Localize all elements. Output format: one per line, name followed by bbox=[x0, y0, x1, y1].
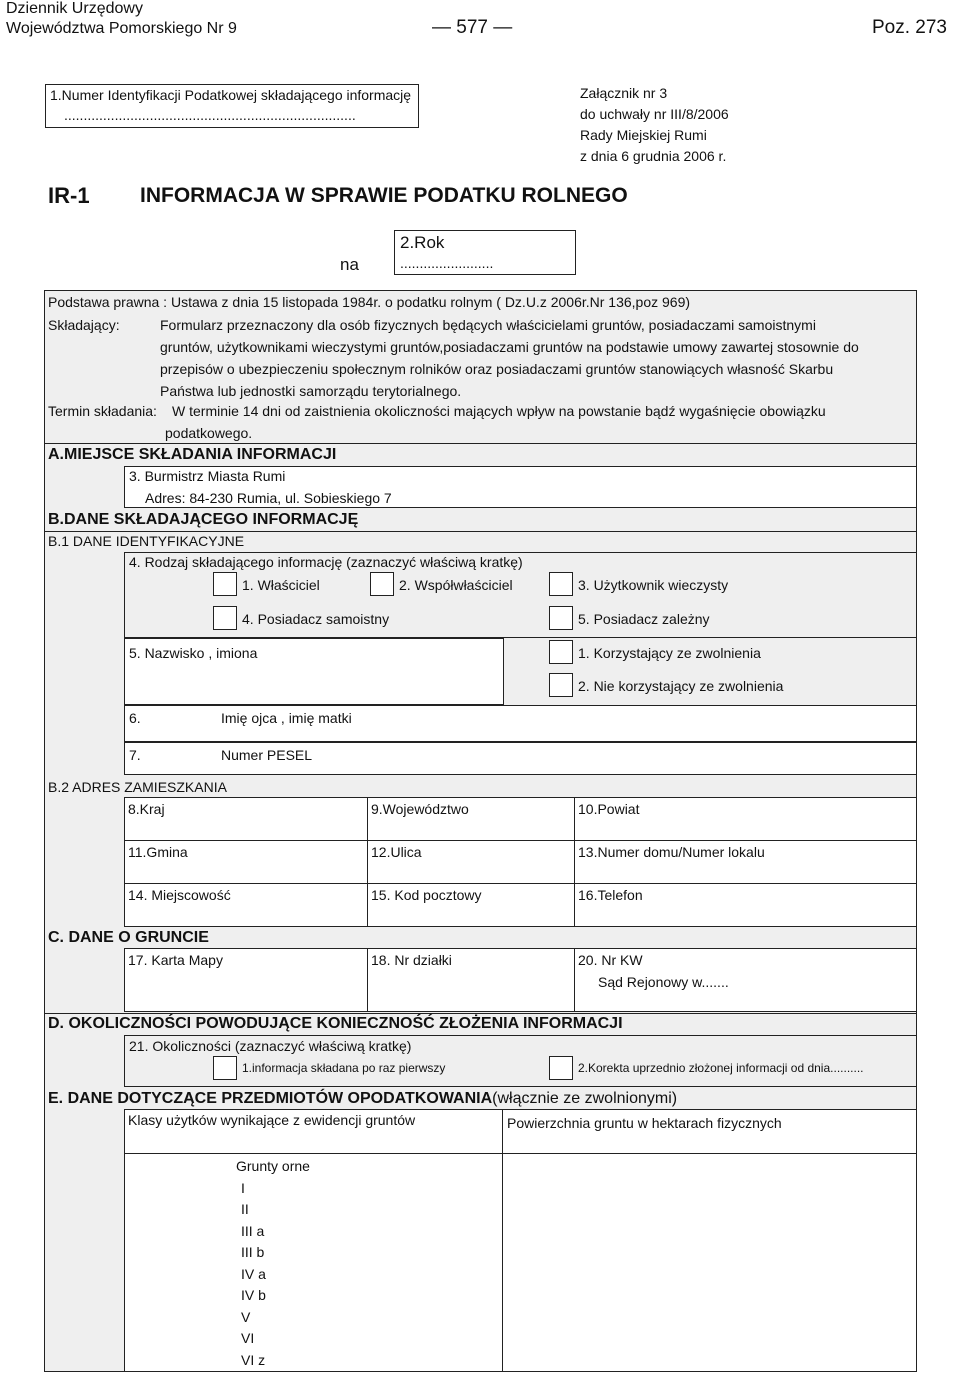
section-b1-title: B.1 DANE IDENTYFIKACYJNE bbox=[48, 533, 245, 549]
land-class-row: III a bbox=[241, 1223, 265, 1239]
attachment-line4: z dnia 6 grudnia 2006 r. bbox=[580, 148, 727, 164]
option-owner: 1. Właściciel bbox=[242, 577, 320, 593]
section-d-title: D. OKOLICZNOŚCI POWODUJĄCE KONIECZNOŚĆ ZŁOŻENIA INFORMACJI bbox=[48, 1015, 623, 1032]
field-21-label: 21. Okoliczności (zaznaczyć właściwą kratkę) bbox=[129, 1038, 412, 1054]
field-phone[interactable]: 16.Telefon bbox=[578, 887, 643, 903]
page-number: — 577 — bbox=[432, 17, 513, 38]
land-class-row: VI z bbox=[241, 1352, 266, 1368]
field-7-label: Numer PESEL bbox=[221, 747, 313, 763]
land-class-row: III b bbox=[241, 1244, 265, 1260]
land-class-row: IV a bbox=[241, 1266, 266, 1282]
office-address: Adres: 84-230 Rumia, ul. Sobieskiego 7 bbox=[145, 490, 392, 506]
section-e-title-bold: E. DANE DOTYCZĄCE PRZEDMIOTÓW OPODATKOWANIA bbox=[48, 1090, 493, 1107]
field-5-label: 5. Nazwisko , imiona bbox=[129, 645, 258, 661]
checkbox-independent-holder[interactable] bbox=[213, 606, 237, 630]
deadline-line1: W terminie 14 dni od zaistnienia okoliczności mających wpływ na powstanie bądź wygaśnięcie obowiązku bbox=[172, 403, 826, 419]
form-title: INFORMACJA W SPRAWIE PODATKU ROLNEGO bbox=[140, 184, 628, 207]
land-table-header-classes: Klasy użytków wynikające z ewidencji gruntów bbox=[128, 1112, 416, 1128]
field-7-number: 7. bbox=[129, 747, 141, 763]
land-class-row: IV b bbox=[241, 1287, 266, 1303]
form-code: IR-1 bbox=[48, 183, 90, 208]
option-perpetual-user: 3. Użytkownik wieczysty bbox=[578, 577, 729, 593]
checkbox-owner[interactable] bbox=[213, 572, 237, 596]
legal-basis: Podstawa prawna : Ustawa z dnia 15 listopada 1984r. o podatku rolnym ( Dz.U.z 2006r.Nr 136,poz 969) bbox=[48, 294, 691, 310]
field-map-sheet[interactable]: 17. Karta Mapy bbox=[128, 952, 223, 968]
checkbox-perpetual-user[interactable] bbox=[549, 572, 573, 596]
land-table-header-area: Powierzchnia gruntu w hektarach fizycznych bbox=[507, 1115, 782, 1131]
field-4-label: 4. Rodzaj składającego informację (zaznaczyć właściwą kratkę) bbox=[129, 554, 523, 570]
option-exempt: 1. Korzystający ze zwolnienia bbox=[578, 645, 761, 661]
checkbox-not-exempt[interactable] bbox=[549, 673, 573, 697]
field-district[interactable]: 10.Powiat bbox=[578, 801, 640, 817]
field-street[interactable]: 12.Ulica bbox=[371, 844, 422, 860]
field-locality[interactable]: 14. Miejscowość bbox=[128, 887, 231, 903]
submitter-line: Państwa lub jednostki samorządu terytorialnego. bbox=[160, 383, 462, 399]
field-land-register[interactable]: 20. Nr KW bbox=[578, 952, 643, 968]
section-c-title: C. DANE O GRUNCIE bbox=[48, 929, 209, 946]
journal-title-line2: Województwa Pomorskiego Nr 9 bbox=[6, 20, 237, 37]
field-commune[interactable]: 11.Gmina bbox=[128, 844, 188, 860]
form-na: na bbox=[340, 255, 359, 274]
section-b-title: B.DANE SKŁADAJĄCEGO INFORMACJĘ bbox=[48, 511, 359, 528]
land-class-row: VI bbox=[241, 1330, 255, 1346]
field-country[interactable]: 8.Kraj bbox=[128, 801, 165, 817]
option-independent-holder: 4. Posiadacz samoistny bbox=[242, 611, 390, 627]
option-first-submission: 1.informacja składana po raz pierwszy bbox=[242, 1061, 446, 1075]
checkbox-dependent-holder[interactable] bbox=[549, 606, 573, 630]
checkbox-co-owner[interactable] bbox=[370, 572, 394, 596]
field-3-label: 3. Burmistrz Miasta Rumi bbox=[129, 468, 286, 484]
field-house-number[interactable]: 13.Numer domu/Numer lokalu bbox=[578, 844, 765, 860]
section-a-title: A.MIEJSCE SKŁADANIA INFORMACJI bbox=[48, 446, 337, 463]
land-class-row: II bbox=[241, 1201, 249, 1217]
district-court: Sąd Rejonowy w....... bbox=[598, 974, 729, 990]
land-class-row: I bbox=[241, 1180, 245, 1196]
attachment-line2: do uchwały nr III/8/2006 bbox=[580, 106, 729, 122]
field-7-box[interactable] bbox=[124, 742, 917, 775]
submitter-line: przepisów o ubezpieczeniu społecznym rolników oraz posiadaczami gruntów stanowiących własność Skarbu bbox=[160, 361, 834, 377]
field-voivodeship[interactable]: 9.Województwo bbox=[371, 801, 469, 817]
section-e-title bbox=[48, 1090, 677, 1108]
option-dependent-holder: 5. Posiadacz zależny bbox=[578, 611, 710, 627]
deadline-label: Termin składania: bbox=[48, 403, 157, 419]
land-class-row: Grunty orne bbox=[236, 1158, 310, 1174]
address-grid bbox=[124, 797, 917, 927]
checkbox-correction[interactable] bbox=[549, 1056, 573, 1080]
nip-label: 1.Numer Identyfikacji Podatkowej składającego informację bbox=[50, 87, 412, 103]
year-dots: ........................ bbox=[400, 255, 494, 271]
attachment-line3: Rady Miejskiej Rumi bbox=[580, 127, 707, 143]
option-correction: 2.Korekta uprzednio złożonej informacji od dnia.......... bbox=[578, 1061, 864, 1075]
option-not-exempt: 2. Nie korzystający ze zwolnienia bbox=[578, 678, 784, 694]
journal-title-line1: Dziennik Urzędowy bbox=[6, 0, 143, 17]
nip-box[interactable] bbox=[45, 84, 419, 128]
land-class-row: V bbox=[241, 1309, 251, 1325]
submitter-line: Formularz przeznaczony dla osób fizycznych będących właścicielami gruntów, posiadaczami samoistnymi bbox=[160, 317, 816, 333]
field-plot-number[interactable]: 18. Nr działki bbox=[371, 952, 452, 968]
option-co-owner: 2. Współwłaściciel bbox=[399, 577, 513, 593]
field-6-number: 6. bbox=[129, 710, 141, 726]
land-data-grid bbox=[124, 948, 917, 1012]
year-label: 2.Rok bbox=[400, 233, 445, 252]
field-5-box[interactable] bbox=[124, 638, 504, 705]
position-number: Poz. 273 bbox=[872, 17, 947, 38]
submitter-line: gruntów, użytkownikami wieczystymi gruntów,posiadaczami gruntów na podstawie umowy zawartej stosownie do bbox=[160, 339, 859, 355]
deadline-line2: podatkowego. bbox=[165, 425, 253, 441]
checkbox-exempt[interactable] bbox=[549, 640, 573, 664]
year-box[interactable] bbox=[394, 230, 576, 275]
section-e-title-rest: (włącznie ze zwolnionymi) bbox=[492, 1090, 678, 1107]
attachment-line1: Załącznik nr 3 bbox=[580, 85, 668, 101]
field-6-label: Imię ojca , imię matki bbox=[221, 710, 352, 726]
field-postal-code[interactable]: 15. Kod pocztowy bbox=[371, 887, 482, 903]
field-3-box[interactable] bbox=[124, 466, 917, 508]
section-b2-title: B.2 ADRES ZAMIESZKANIA bbox=[48, 779, 227, 795]
checkbox-first-submission[interactable] bbox=[213, 1056, 237, 1080]
field-6-box[interactable] bbox=[124, 705, 917, 742]
submitter-label: Składający: bbox=[48, 317, 120, 333]
nip-dots: ........................................................................... bbox=[64, 107, 356, 123]
